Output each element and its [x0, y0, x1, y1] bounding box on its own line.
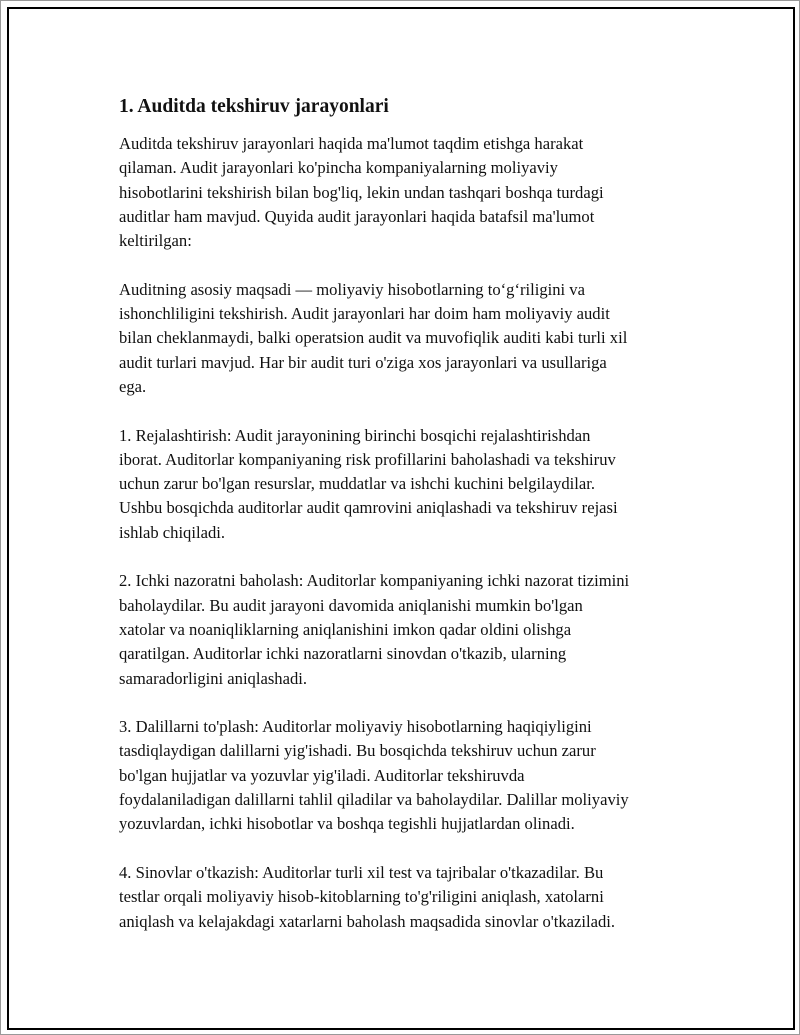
- text-line: aniqlash va kelajakdagi xatarlarni baholash maqsadida sinovlar o'tkaziladi.: [119, 911, 616, 931]
- text-line: samaradorligini aniqlashadi.: [119, 668, 308, 688]
- text-line: ishonchliligini tekshirish. Audit jarayonlari har doim ham moliyaviy audit: [119, 304, 610, 324]
- paragraph-evidence: [119, 715, 699, 836]
- text-line: hisobotlarini tekshirish bilan bog'liq, lekin undan tashqari boshqa turdagi: [119, 182, 604, 202]
- text-line: qaratilgan. Auditorlar ichki nazoratlarni sinovdan o'tkazib, ularning: [119, 644, 567, 664]
- text-line: ishlab chiqiladi.: [119, 522, 225, 542]
- text-line: testlar orqali moliyaviy hisob-kitoblarning to'g'riligini aniqlash, xatolarni: [119, 887, 604, 907]
- text-line: auditlar ham mavjud. Quyida audit jarayonlari haqida batafsil ma'lumot: [119, 206, 595, 226]
- text-line: xatolar va noaniqliklarning aniqlanishini imkon qadar oldini olishga: [119, 619, 572, 639]
- text-line: Ushbu bosqichda auditorlar audit qamrovini aniqlashadi va tekshiruv rejasi: [119, 498, 618, 518]
- text-line: foydalaniladigan dalillarni tahlil qiladilar va baholaydilar. Dalillar moliyaviy: [119, 790, 629, 810]
- text-line: ega.: [119, 376, 147, 396]
- paragraph-testing: [119, 861, 699, 934]
- text-line: yozuvlardan, ichki hisobotlar va boshqa tegishli hujjatlardan olinadi.: [119, 814, 575, 834]
- text-line: keltirilgan:: [119, 231, 192, 251]
- text-line: qilaman. Audit jarayonlari ko'pincha kompaniyalarning moliyaviy: [119, 158, 558, 178]
- text-line: 4. Sinovlar o'tkazish: Auditorlar turli xil test va tajribalar o'tkazadilar. Bu: [119, 862, 604, 882]
- paragraph-internal-control: [119, 569, 699, 690]
- document-body: [119, 94, 699, 958]
- text-line: 1. Rejalashtirish: Audit jarayonining birinchi bosqichi rejalashtirishdan: [119, 425, 591, 445]
- text-line: 2. Ichki nazoratni baholash: Auditorlar kompaniyaning ichki nazorat tizimini: [119, 571, 630, 591]
- text-line: Auditning asosiy maqsadi — moliyaviy hisobotlarning to‘g‘riligini va: [119, 279, 585, 299]
- text-line: bo'lgan hujjatlar va yozuvlar yig'iladi. Auditorlar tekshiruvda: [119, 765, 525, 785]
- text-line: bilan cheklanmaydi, balki operatsion audit va muvofiqlik auditi kabi turli xil: [119, 328, 628, 348]
- text-line: uchun zarur bo'lgan resurslar, muddatlar va ishchi kuchini belgilaydilar.: [119, 474, 596, 494]
- text-line: iborat. Auditorlar kompaniyaning risk profillarini baholashadi va tekshiruv: [119, 449, 616, 469]
- paragraph-main-purpose: [119, 278, 699, 399]
- paragraph-planning: [119, 424, 699, 545]
- text-line: audit turlari mavjud. Har bir audit turi o'ziga xos jarayonlari va usullariga: [119, 352, 607, 372]
- document-heading: 1. Auditda tekshiruv jarayonlari: [119, 96, 389, 117]
- text-line: 3. Dalillarni to'plash: Auditorlar moliyaviy hisobotlarning haqiqiyligini: [119, 717, 592, 737]
- text-line: Auditda tekshiruv jarayonlari haqida ma'lumot taqdim etishga harakat: [119, 134, 584, 153]
- paragraph-intro: [119, 132, 699, 253]
- text-line: tasdiqlaydigan dalillarni yig'ishadi. Bu bosqichda tekshiruv uchun zarur: [119, 741, 596, 761]
- text-line: baholaydilar. Bu audit jarayoni davomida aniqlanishi mumkin bo'lgan: [119, 595, 583, 615]
